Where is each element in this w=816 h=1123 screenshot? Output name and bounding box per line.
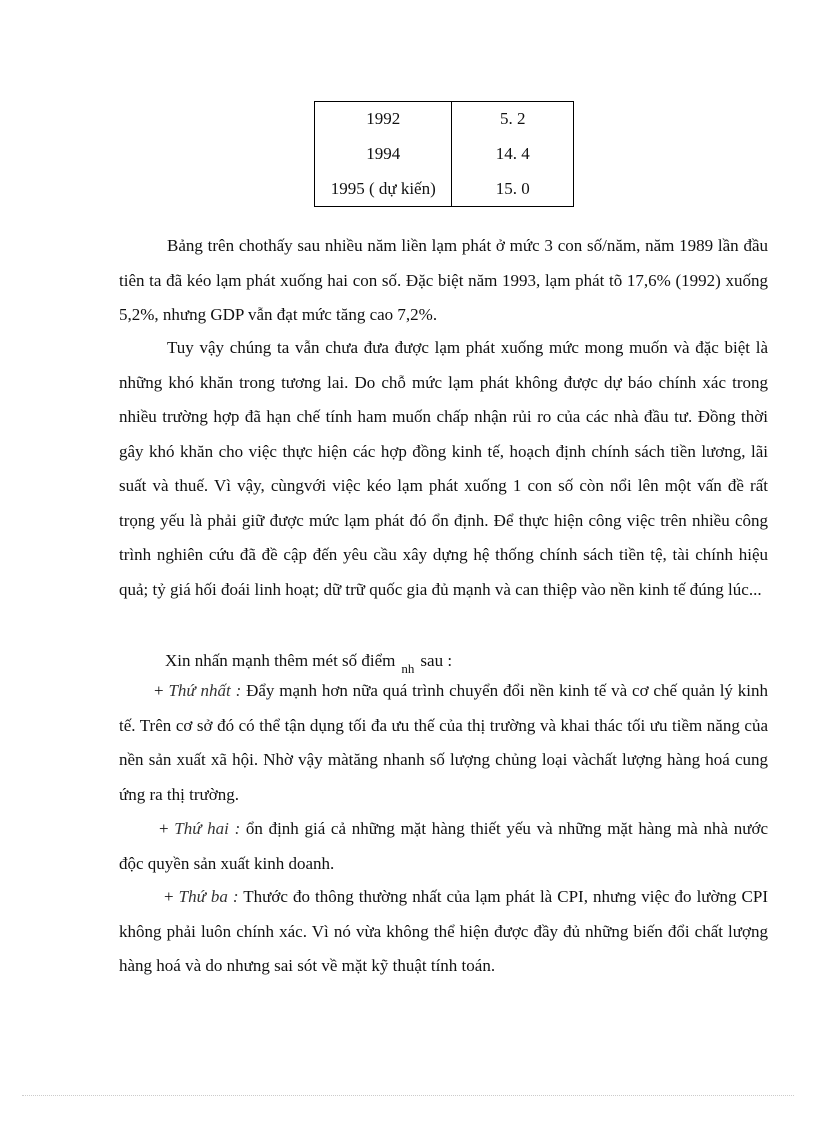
table-row <box>315 137 574 172</box>
point-label: Thứ hai : <box>174 819 241 838</box>
paragraph-stability: Tuy vậy chúng ta vẫn chưa đưa được lạm phát xuống mức mong muốn và đặc biệt là những khó khăn trong tương lai. Do chỗ mức lạm phát không được dự báo chính xác trong nhiều trường hợp đã hạn chế tính ham muốn chấp nhận rủi ro của các nhà đầu tư. Đồng thời gây khó khăn cho việc thực hiện các hợp đồng kinh tế, hoạch định chính sách tiền lương, lãi suất và thuế. Vì vậy, cùngvới việc kéo lạm phát xuống 1 con số còn nổi lên một vấn đề rất trọng yếu là phải giữ được mức lạm phát đó ổn định. Để thực hiện công việc trên nhiều công trình nghiên cứu đã đề cập đến yêu cầu xây dựng hệ thống chính sách tiền tệ, tài chính hiệu quả; tỷ giá hối đoái linh hoạt; dữ trữ quốc gia đủ mạnh và can thiệp vào nền kinh tế đúng lúc... <box>119 338 768 599</box>
year-cell: 1994 <box>315 137 452 172</box>
point-first <box>119 674 768 812</box>
inflation-table <box>314 101 574 207</box>
emphasis-text-end: sau : <box>420 651 453 670</box>
page-divider <box>22 1095 794 1096</box>
table-row <box>315 102 574 137</box>
value-cell: 14. 4 <box>452 137 574 172</box>
emphasis-text: Xin nhấn mạnh thêm mét số điểm <box>165 651 396 670</box>
point-prefix: + <box>164 887 179 906</box>
point-third <box>119 880 768 984</box>
value-cell: 5. 2 <box>452 102 574 137</box>
point-second <box>119 812 768 881</box>
point-prefix: + <box>154 681 169 700</box>
year-cell: 1992 <box>315 102 452 137</box>
point-label: Thứ ba : <box>178 887 239 906</box>
point-prefix: + <box>159 819 175 838</box>
point-label: Thứ nhất : <box>168 681 242 700</box>
point-text: Thước đo thông thường nhất của lạm phát là CPI, nhưng việc đo lường CPI không phải luôn chính xác. Vì nó vừa không thể hiện được đầy đủ những biến đổi chất lượng hàng hoá và do nhưng sai sót về mặt kỹ thuật tính toán. <box>119 887 768 975</box>
point-text: Đẩy mạnh hơn nữa quá trình chuyển đổi nền kinh tế và cơ chế quản lý kinh tế. Trên cơ sở đó có thể tận dụng tối đa ưu thế của thị trường và khai thác tối ưu tiềm năng của nền sản xuất xã hội. Nhờ vậy màtăng nhanh số lượng chủng loại vàchất lượng hàng hoá cung ứng ra thị trường. <box>119 681 768 804</box>
point-text: ổn định giá cả những mặt hàng thiết yếu và những mặt hàng mà nhà nước độc quyền sản xuất kinh doanh. <box>119 819 768 873</box>
table-row <box>315 171 574 206</box>
value-cell: 15. 0 <box>452 171 574 206</box>
year-cell: 1995 ( dự kiến) <box>315 171 452 206</box>
emphasis-intro <box>165 651 453 676</box>
emphasis-subscript: nh <box>401 661 415 676</box>
paragraph-table-summary: Bảng trên chothấy sau nhiều năm liền lạm phát ở mức 3 con số/năm, năm 1989 lần đầu tiên ta đã kéo lạm phát xuống hai con số. Đặc biệt năm 1993, lạm phát tõ 17,6% (1992) xuống 5,2%, nhưng GDP vẫn đạt mức tăng cao 7,2%. <box>119 236 768 324</box>
